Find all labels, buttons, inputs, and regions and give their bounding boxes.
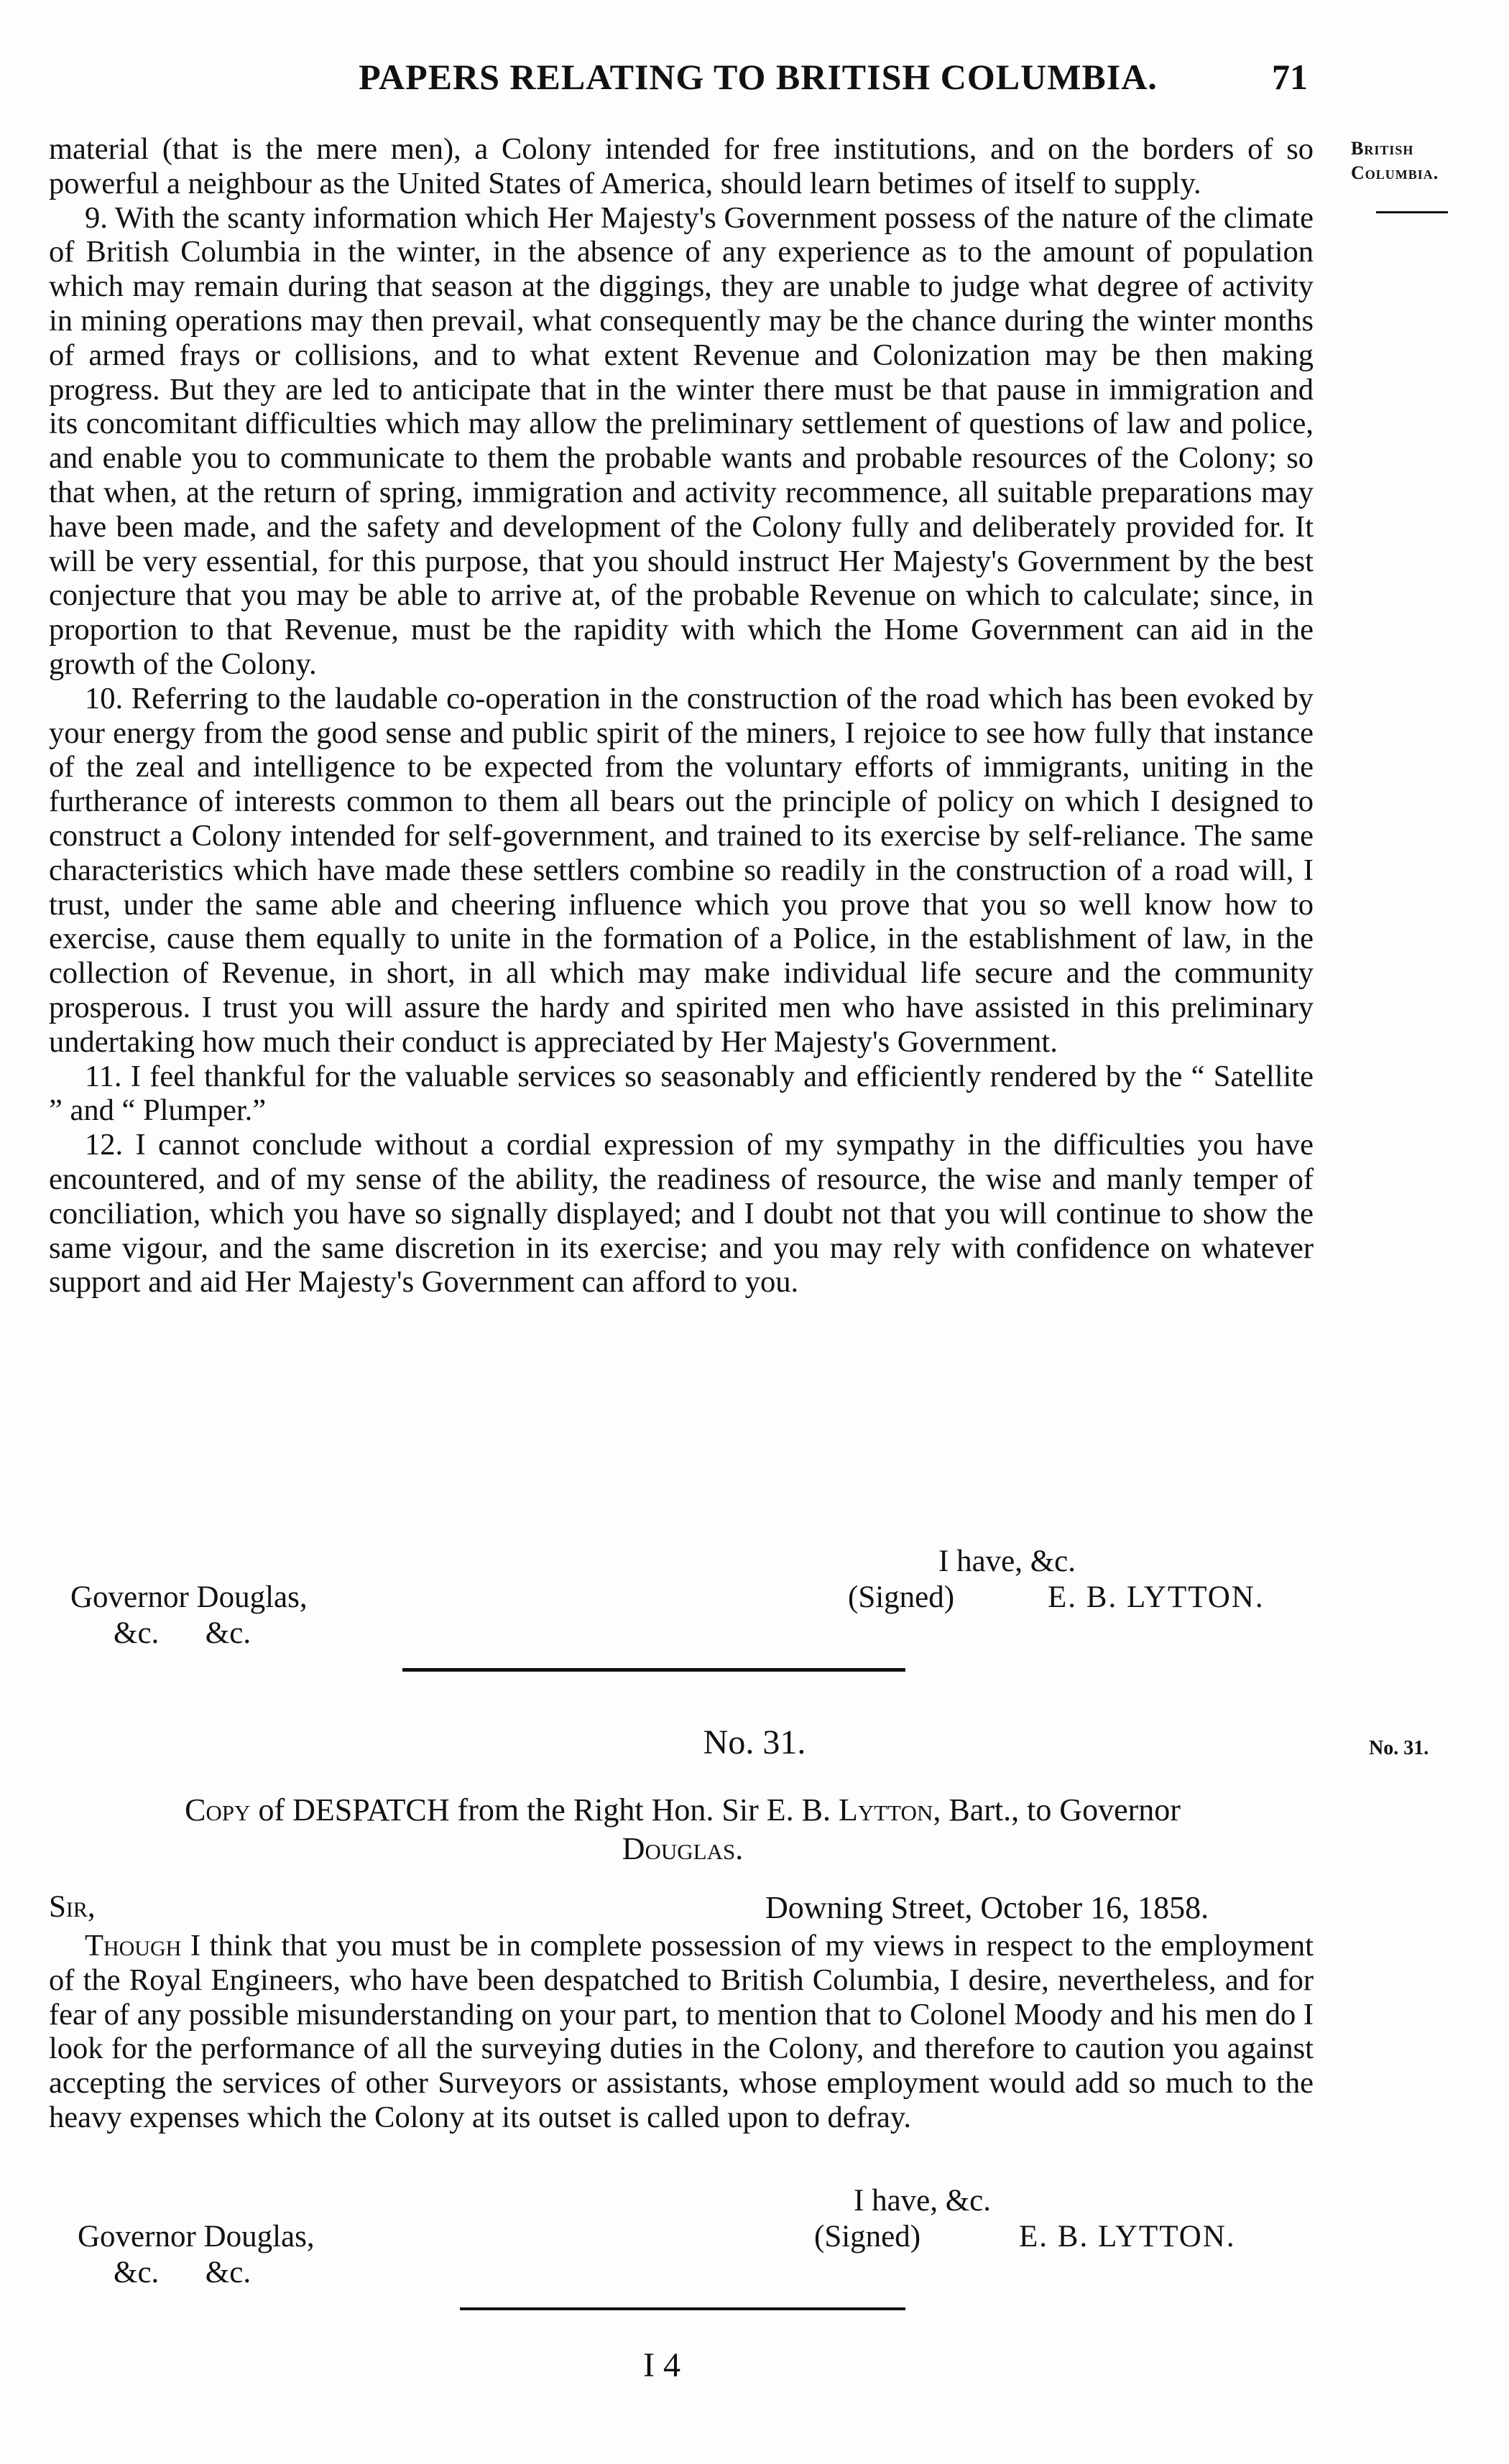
- printer-signature-mark: I 4: [643, 2346, 680, 2384]
- closing-formula-2: I have, &c.: [854, 2184, 992, 2218]
- addressee-etc-2: &c. &c.: [114, 2256, 251, 2289]
- title-line-2: Douglas.: [622, 1831, 744, 1866]
- paragraph-9: 9. With the scanty information which Her Majesty's Government possess of the nature of the climate of British Columbia in the winter, in the absence of any experience as to the amount of population which may remain during that season at the diggings, they are unable to judge what degree of activity in mining operations may then prevail, what consequently may be the chance during the winter months of armed frays or collisions, and to what extent Revenue and Colonization may be then making progress. But they are led to anticipate that in the winter there must be that pause in immigration and its concomitant difficulties which may allow the preliminary settlement of questions of law and police, and enable you to communicate to them the probable wants and probable resources of the Colony; so that when, at the return of spring, immigration and activity recommence, all suitable preparations may have been made, and the safety and development of the Colony fully and deliberately provided for. It will be very essential, for this purpose, that you should instruct Her Majesty's Government by the best conjecture that you may be able to arrive at, of the probable Revenue on which to calculate; since, in proportion to that Revenue, must be the rapidity with which the Home Government can aid in the growth of the Colony.: [49, 200, 1314, 681]
- margin-note-region: [1351, 136, 1439, 185]
- paragraph-continuation: material (that is the mere men), a Colony intended for free institutions, and on the borders of so powerful a neighbour as the United States of America, should learn betimes of itself to supply.: [49, 132, 1314, 200]
- title-main: of DESPATCH from the Right Hon. Sir E. B.: [250, 1792, 839, 1828]
- signer-name-2: E. B. LYTTON.: [1019, 2220, 1236, 2254]
- despatch-body: [49, 132, 1314, 1300]
- paragraph-12: 12. I cannot conclude without a cordial expression of my sympathy in the difficulties you have encountered, and of my sense of the ability, the readiness of resource, the wise and manly temper of conciliation, which you have so signally displayed; and I doubt not that you will continue to show the same vigour, and the same discretion in its exercise; and you may rely with confidence on whatever support and aid Her Majesty's Government can afford to you.: [49, 1128, 1314, 1300]
- margin-region-line2: Columbia.: [1351, 162, 1439, 183]
- document-title: [72, 1791, 1293, 1868]
- addressee: Governor Douglas,: [70, 1580, 308, 1614]
- despatch2-closing: [49, 2184, 1314, 2292]
- signer-name: E. B. LYTTON.: [1048, 1580, 1265, 1614]
- signed-label-2: (Signed): [814, 2220, 921, 2254]
- page-number: 71: [1272, 57, 1308, 97]
- paragraph-10: 10. Referring to the laudable co-operation in the construction of the road which has been evoked by your energy from the good sense and public spirit of the miners, I rejoice to see how fully that instance of the zeal and intelligence to be expected from the voluntary efforts of immigrants, uniting in the furtherance of interests common to them all bears out the principle of policy on which I designed to construct a Colony intended for self-government, and trained to its exercise by self-reliance. The same characteristics which have made these settlers combine so readily in the construction of a road will, I trust, under the same able and cheering influence which you prove that you so well know how to exercise, cause them equally to unite in the formation of a Police, in the establishment of law, in the collection of Revenue, in short, in all which may make individual life secure and the community prosperous. I trust you will assure the hardy and spirited men who have assisted in this preliminary undertaking how much their conduct is appreciated by Her Majesty's Government.: [49, 681, 1314, 1059]
- closing-formula: I have, &c.: [938, 1544, 1076, 1578]
- running-header: PAPERS RELATING TO BRITISH COLUMBIA.: [359, 57, 1158, 97]
- dateline: Downing Street, October 16, 1858.: [765, 1890, 1209, 1925]
- salutation: Sir,: [49, 1890, 96, 1924]
- section-divider: [402, 1668, 905, 1672]
- title-rest: , Bart., to Governor: [933, 1792, 1181, 1828]
- document-number: No. 31.: [703, 1723, 806, 1761]
- signed-label: (Signed): [848, 1580, 955, 1614]
- addressee-2: Governor Douglas,: [78, 2220, 315, 2254]
- margin-divider: [1376, 211, 1448, 213]
- despatch2-paragraph: [49, 1929, 1314, 2135]
- lead-word: Though: [85, 1929, 182, 1963]
- title-lytton: Lytton: [838, 1792, 933, 1828]
- margin-document-number: No. 31.: [1369, 1737, 1429, 1759]
- margin-region-line1: British: [1351, 138, 1414, 159]
- title-line-1: [72, 1791, 1293, 1830]
- title-copy: Copy: [185, 1792, 251, 1828]
- paragraph-text: I think that you must be in complete possession of my views in respect to the employment of the Royal Engineers, who have been despatched to British Columbia, I desire, nevertheless, and for fear of any possible misunderstanding on your part, to mention that to Colonel Moody and his men do I look for the performance of all the surveying duties in the Colony, and therefore to caution you against accepting the services of other Surveyors or assistants, whose employment would add so much to the heavy expenses which the Colony at its outset is called upon to defray.: [49, 1929, 1314, 2134]
- paragraph-11: 11. I feel thankful for the valuable services so seasonably and efficiently rendered by the “ Satellite ” and “ Plumper.”: [49, 1059, 1314, 1128]
- despatch-closing: [49, 1544, 1314, 1652]
- addressee-etc: &c. &c.: [114, 1616, 251, 1650]
- end-divider: [460, 2307, 905, 2310]
- despatch2-body: [49, 1929, 1314, 2135]
